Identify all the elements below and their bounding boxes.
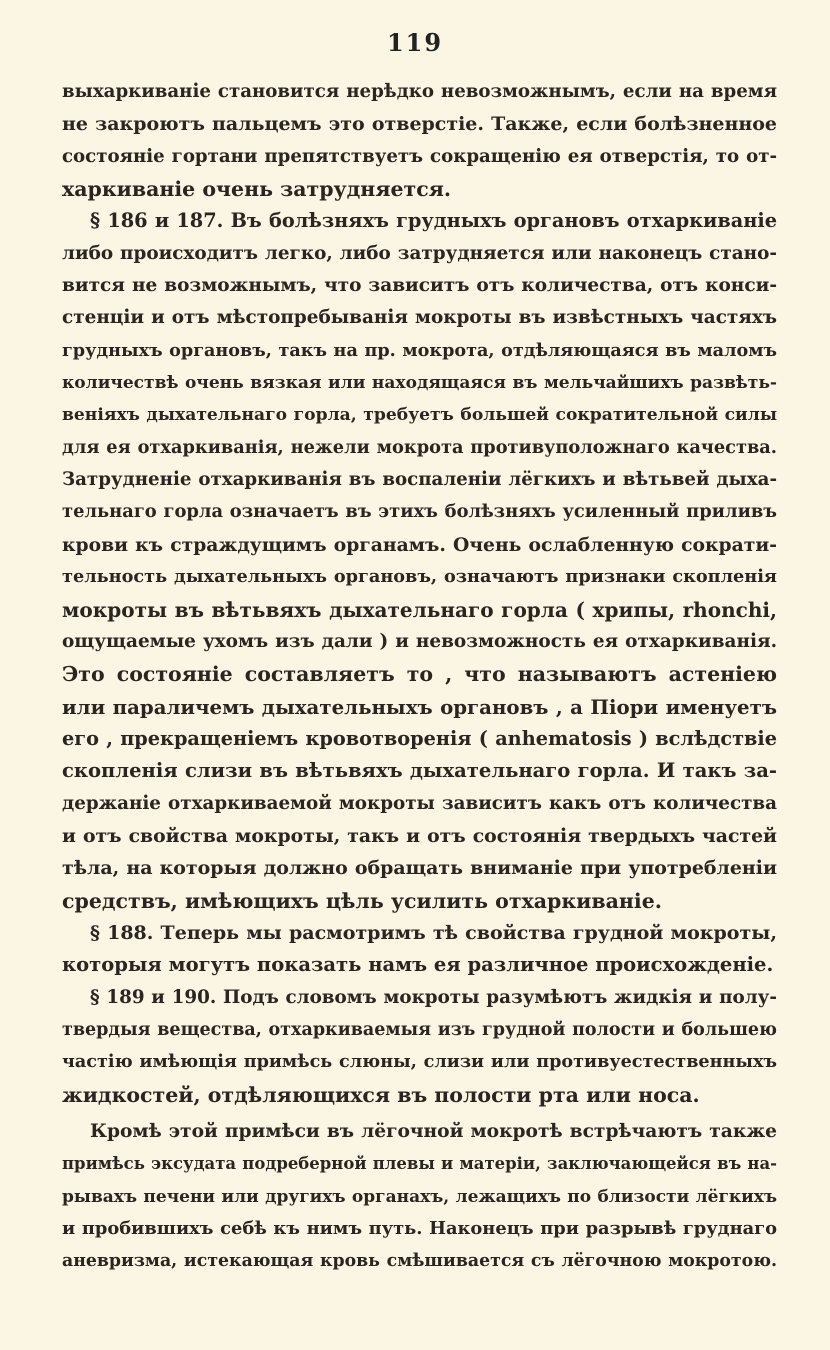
text-line: средствъ, имѣющихъ цѣль усилить отхаркиваніе. (62, 888, 662, 913)
text-line: которыя могутъ показать намъ ея различное происхожденіе. (62, 953, 774, 977)
text-line: рывахъ печени или другихъ органахъ, лежащихъ по близости лёгкихъ (62, 1186, 777, 1207)
paragraph-section-189-190 (62, 982, 777, 1111)
text-line: харкиваніе очень затрудняется. (62, 177, 451, 202)
text-line: скопленія слизи въ вѣтьвяхъ дыхательнаго горла. И такъ за- (62, 759, 777, 783)
text-line: или параличемъ дыхательныхъ органовъ , а Піори именуетъ (62, 694, 777, 719)
text-line: примѣсь эксудата подреберной плевы и матеріи, заключающейся въ на- (62, 1154, 777, 1174)
text-line: § 188. Теперь мы расмотримъ тѣ свойства грудной мокроты, (90, 921, 777, 944)
text-line: выхаркиваніе становится нерѣдко невозможнымъ, если на время (62, 81, 777, 102)
text-line: § 189 и 190. Подъ словомъ мокроты разумѣютъ жидкія и полу- (90, 986, 777, 1008)
text-line: состояніе гортани препятствуетъ сокращенію ея отверстія, то от- (62, 145, 777, 167)
text-line: ощущаемые ухомъ изъ дали ) и невозможность ея отхаркиванія. (62, 630, 777, 652)
text-line: и отъ свойства мокроты, такъ и отъ состоянія твердыхъ частей (62, 824, 777, 847)
text-line: Это состояніе составляетъ то , что называютъ астеніею (62, 662, 777, 687)
text-line: стенціи и отъ мѣстопребыванія мокроты въ извѣстныхъ частяхъ (62, 307, 777, 329)
text-line: либо происходитъ легко, либо затрудняется или наконецъ стано- (62, 242, 777, 264)
text-line: вится не возможнымъ, что зависитъ отъ количества, отъ конси- (62, 275, 777, 297)
text-line: веніяхъ дыхательнаго горла, требуетъ большей сократительной силы (62, 405, 777, 426)
text-line: тельность дыхательныхъ органовъ, означаютъ признаки скопленія (62, 566, 777, 588)
paragraph (62, 76, 777, 205)
text-line: § 186 и 187. Въ болѣзняхъ грудныхъ органовъ отхаркиваніе (90, 209, 777, 233)
text-line: держаніе отхаркиваемой мокроты зависитъ какъ отъ количества (62, 792, 777, 814)
paragraph (62, 1116, 777, 1278)
page-body (62, 76, 777, 1278)
text-line: мокроты въ вѣтьвяхъ дыхательнаго горла ( хрипы, rhonchi, (62, 597, 777, 622)
text-line: Затрудненіе отхаркиванія въ воспаленіи лёгкихъ и вѣтьвей дыха- (62, 469, 777, 491)
text-line: крови къ страждущимъ органамъ. Очень ослабленную сократи- (62, 533, 777, 556)
text-line: и пробившихъ себѣ къ нимъ путь. Наконецъ при разрывѣ груднаго (62, 1218, 777, 1240)
paragraph-section-188 (62, 917, 777, 982)
text-line: тѣла, на которыя должно обращать вниманіе при употребленіи (62, 857, 777, 880)
text-line: Кромѣ этой примѣси въ лёгочной мокротѣ встрѣчаютъ также (90, 1121, 777, 1142)
text-line: тельнаго горла означаетъ въ этихъ болѣзняхъ усиленный приливъ (62, 501, 777, 523)
text-line: аневризма, истекающая кровь смѣшивается съ лёгочною мокротою. (62, 1251, 777, 1272)
text-line: частію имѣющія примѣсь слюны, слизи или противуестественныхъ (62, 1051, 777, 1073)
text-line: грудныхъ органовъ, такъ на пр. мокрота, отдѣляющаяся въ маломъ (62, 339, 777, 361)
text-line: не закроютъ пальцемъ это отверстіе. Также, если болѣзненное (62, 113, 777, 136)
text-line: его , прекращеніемъ кровотворенія ( anhematosis ) вслѣдствіе (62, 726, 777, 750)
text-line: для ея отхаркиванія, нежели мокрота противуположнаго качества. (62, 436, 777, 458)
text-line: количествѣ очень вязкая или находящаяся въ мельчайшихъ развѣть- (62, 373, 777, 394)
text-line: твердыя вещества, отхаркиваемыя изъ грудной полости и большею (62, 1019, 777, 1040)
page-number: 119 (386, 28, 444, 57)
text-line: жидкостей, отдѣляющихся въ полости рта или носа. (62, 1082, 700, 1107)
paragraph-section-186-187 (62, 205, 777, 917)
